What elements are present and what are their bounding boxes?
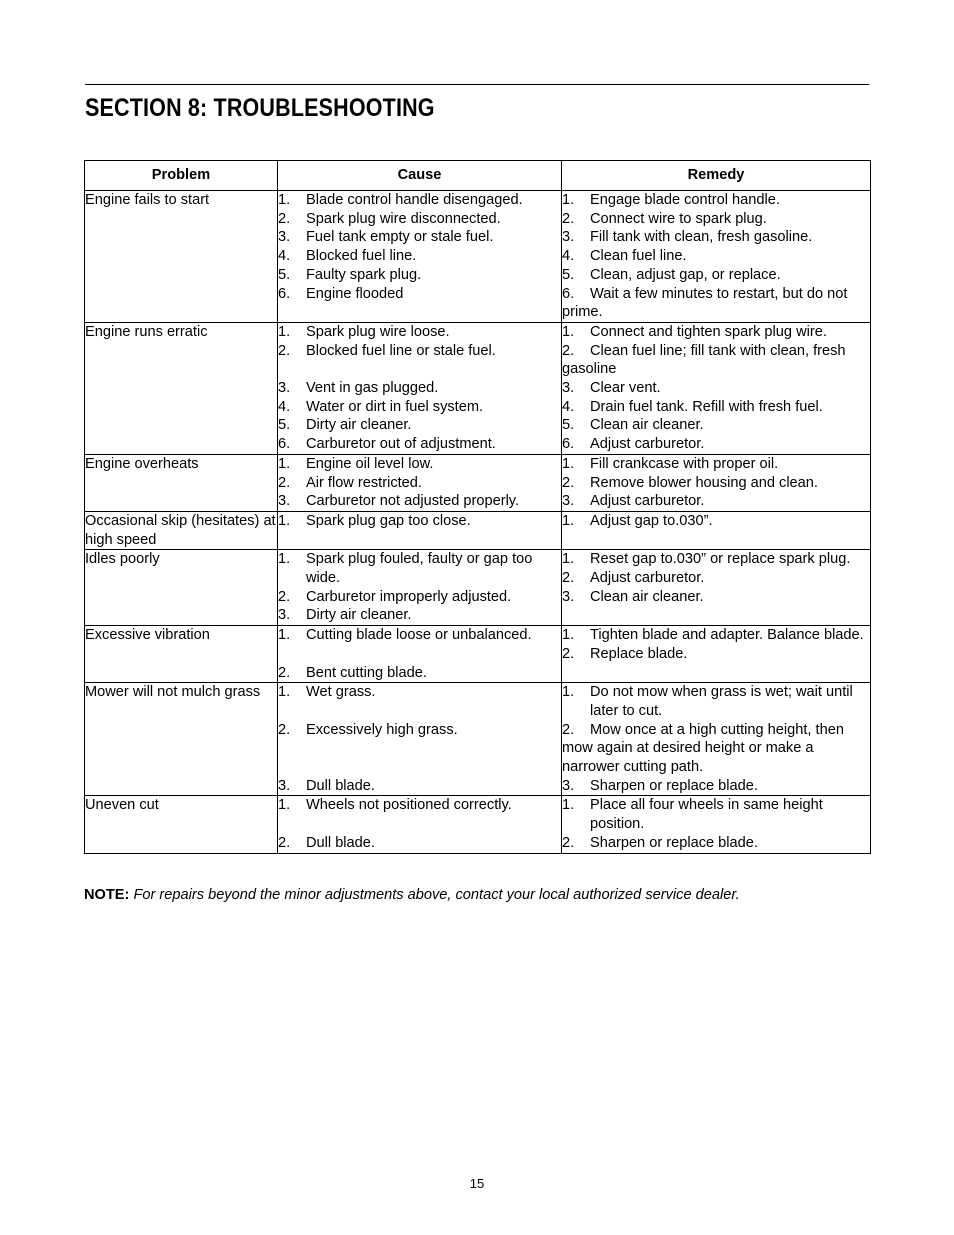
table-header-row: [85, 161, 871, 191]
header-problem: Problem: [85, 161, 278, 191]
list-item: 1. Wheels not positioned correctly.: [278, 797, 512, 814]
remedy-cell: [562, 454, 871, 511]
cause-cell: [278, 626, 562, 683]
table-row: [85, 683, 871, 796]
list-item: 5. Clean, adjust gap, or replace.: [562, 266, 781, 283]
list-item: 2. Remove blower housing and clean.: [562, 474, 818, 491]
list-item: 1. Spark plug fouled, faulty or gap too wide.: [278, 551, 533, 587]
list-item: 3. Vent in gas plugged.: [278, 380, 439, 397]
problem-cell: Engine fails to start: [85, 191, 278, 323]
problem-cell: Engine overheats: [85, 454, 278, 511]
problem-cell: Engine runs erratic: [85, 322, 278, 454]
page-number: 15: [469, 1176, 485, 1191]
list-item: 3. Carburetor not adjusted properly.: [278, 493, 520, 510]
list-item: 6. Wait a few minutes to restart, but do not prime.: [562, 285, 848, 321]
cause-cell: [278, 550, 562, 626]
list-item: 2. Spark plug wire disconnected.: [278, 210, 501, 227]
list-item: 1. Engine oil level low.: [278, 455, 434, 472]
header-remedy: Remedy: [562, 161, 871, 191]
remedy-cell: [562, 626, 871, 683]
list-item: 1. Wet grass.: [278, 684, 376, 701]
list-item: 1. Place all four wheels in same height position.: [562, 797, 823, 833]
list-item: 6. Engine flooded: [278, 285, 404, 302]
list-item: 1. Cutting blade loose or unbalanced.: [278, 627, 532, 644]
list-item: 3. Dull blade.: [278, 777, 375, 794]
table-row: [85, 550, 871, 626]
cause-cell: [278, 454, 562, 511]
cause-cell: [278, 683, 562, 796]
problem-cell: Uneven cut: [85, 796, 278, 853]
remedy-cell: [562, 796, 871, 853]
list-item: 5. Faulty spark plug.: [278, 266, 422, 283]
note-text: For repairs beyond the minor adjustments above, contact your local authorized service dealer.: [133, 887, 740, 903]
list-item: 2. Carburetor improperly adjusted.: [278, 588, 512, 605]
list-item: 1. Engage blade control handle.: [562, 192, 780, 208]
list-item: 3. Adjust carburetor.: [562, 493, 705, 510]
list-item: 2. Clean fuel line; fill tank with clean, fresh gasoline: [562, 342, 846, 378]
list-item: 4. Water or dirt in fuel system.: [278, 398, 484, 415]
remedy-cell: [562, 191, 871, 323]
top-rule: [85, 84, 869, 85]
table-row: [85, 322, 871, 454]
list-item: 2. Blocked fuel line or stale fuel.: [278, 342, 496, 359]
list-item: 1. Adjust gap to.030”.: [562, 512, 713, 529]
list-item: 6. Adjust carburetor.: [562, 436, 705, 453]
list-item: 3. Clear vent.: [562, 380, 661, 397]
problem-cell: Excessive vibration: [85, 626, 278, 683]
list-item: 2. Mow once at a high cutting height, then mow again at desired height or make a narrower cutting path.: [562, 721, 844, 776]
list-item: 4. Blocked fuel line.: [278, 248, 417, 265]
list-item: 2. Replace blade.: [562, 645, 688, 662]
cause-cell: [278, 322, 562, 454]
list-item: 1. Reset gap to.030” or replace spark plug.: [562, 551, 851, 568]
list-item: 2. Excessively high grass.: [278, 721, 458, 738]
list-item: 1. Do not mow when grass is wet; wait until later to cut.: [562, 684, 853, 719]
list-item: 3. Sharpen or replace blade.: [562, 777, 758, 794]
header-cause: Cause: [278, 161, 562, 191]
remedy-cell: [562, 511, 871, 549]
list-item: 2. Bent cutting blade.: [278, 664, 427, 681]
list-item: 3. Dirty air cleaner.: [278, 607, 412, 624]
cause-cell: [278, 191, 562, 323]
list-item: 4. Drain fuel tank. Refill with fresh fuel.: [562, 398, 823, 415]
list-item: 3. Fuel tank empty or stale fuel.: [278, 229, 494, 246]
list-item: 6. Carburetor out of adjustment.: [278, 436, 496, 453]
note: [84, 886, 884, 905]
list-item: 1. Spark plug wire loose.: [278, 323, 450, 340]
problem-cell: Mower will not mulch grass: [85, 683, 278, 796]
list-item: 2. Connect wire to spark plug.: [562, 210, 767, 227]
remedy-cell: [562, 322, 871, 454]
list-item: 4. Clean fuel line.: [562, 248, 687, 265]
list-item: 1. Fill crankcase with proper oil.: [562, 455, 779, 472]
table-row: [85, 511, 871, 549]
list-item: 5. Clean air cleaner.: [562, 417, 704, 434]
remedy-cell: [562, 550, 871, 626]
list-item: 1. Blade control handle disengaged.: [278, 192, 523, 208]
note-label: NOTE:: [84, 887, 130, 903]
section-title: SECTION 8: TROUBLESHOOTING: [85, 94, 435, 122]
cause-cell: [278, 796, 562, 853]
troubleshooting-table: [84, 160, 871, 854]
list-item: 2. Air flow restricted.: [278, 474, 422, 491]
cause-cell: [278, 511, 562, 549]
table-row: [85, 796, 871, 853]
list-item: 1. Spark plug gap too close.: [278, 512, 471, 529]
remedy-cell: [562, 683, 871, 796]
list-item: 1. Connect and tighten spark plug wire.: [562, 323, 827, 340]
problem-cell: Idles poorly: [85, 550, 278, 626]
list-item: 3. Clean air cleaner.: [562, 588, 704, 605]
list-item: 3. Fill tank with clean, fresh gasoline.: [562, 229, 813, 246]
list-item: 2. Sharpen or replace blade.: [562, 834, 758, 851]
table-row: [85, 626, 871, 683]
table-row: [85, 454, 871, 511]
list-item: 2. Dull blade.: [278, 834, 375, 851]
list-item: 5. Dirty air cleaner.: [278, 417, 412, 434]
table-row: [85, 191, 871, 323]
list-item: 2. Adjust carburetor.: [562, 570, 705, 587]
problem-cell: Occasional skip (hesitates) at high speed: [85, 511, 278, 549]
list-item: 1. Tighten blade and adapter. Balance blade.: [562, 627, 864, 644]
